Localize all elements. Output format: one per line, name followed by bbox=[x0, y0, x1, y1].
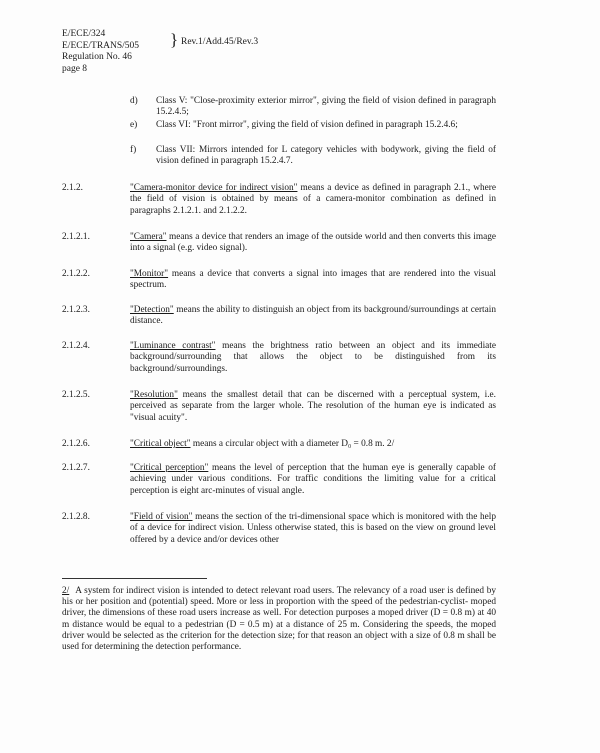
paragraph-number: 2.1.2.1. bbox=[62, 232, 90, 242]
doc-symbol-2: E/ECE/TRANS/505 bbox=[62, 40, 140, 51]
paragraph-number: 2.1.2.4. bbox=[62, 341, 90, 351]
regulation-number: Regulation No. 46 bbox=[62, 52, 132, 62]
paragraph-number: 2.1.2.6. bbox=[62, 439, 90, 449]
paragraph-number: 2.1.2.3. bbox=[62, 305, 90, 315]
defined-term: "Critical object" bbox=[130, 439, 191, 449]
definition-body bbox=[130, 390, 496, 424]
defined-term: "Resolution" bbox=[130, 390, 178, 400]
list-text: Class VII: Mirrors intended for L category vehicles with bodywork, giving the field of vision defined in paragraph 15.2.4.7. bbox=[156, 145, 496, 167]
paragraph-number: 2.1.2.8. bbox=[62, 512, 90, 522]
page-number: page 8 bbox=[62, 63, 88, 74]
definition-text: means the ability to distinguish an object from its background/surroundings at certain distance. bbox=[130, 305, 496, 327]
definition-text: means a device as defined in paragraph 2.1., where the field of vision is obtained by means of a camera-monitor combination as defined in paragraphs 2.1.2.1. and 2.1.2.2. bbox=[130, 183, 496, 216]
footnote-mark: 2/ bbox=[62, 586, 70, 596]
paragraph-number: 2.1.2.2. bbox=[62, 269, 90, 279]
definition-text: means the smallest detail that can be discerned with a perceptual system, i.e. perceived as separate from the larger whole. The resolution of the human eye is indicated as "visual acuity". bbox=[130, 390, 496, 423]
list-text: Class V: "Close-proximity exterior mirror", giving the field of vision defined in paragraph 15.2.4.5; bbox=[156, 96, 496, 118]
definition-text: means a circular object with a diameter D₀ = 0.8 m. 2/ bbox=[190, 439, 395, 449]
footnote bbox=[62, 586, 496, 653]
definition-body bbox=[130, 269, 496, 292]
defined-term: "Monitor" bbox=[130, 269, 169, 279]
definition-text: means the brightness ratio between an object and its immediate background/surrounding that allows the object to be distinguished from its background/surroundings. bbox=[130, 341, 496, 374]
definition-body bbox=[130, 439, 496, 450]
footnote-rule bbox=[62, 578, 207, 579]
paragraph-number: 2.1.2. bbox=[62, 183, 83, 193]
defined-term: "Field of vision" bbox=[130, 512, 193, 522]
footnote-text: A system for indirect vision is intended to detect relevant road users. The relevancy of a road user is defined by his or her position and (potential) speed. More or less in proportion with the speed of the pedestrian-cyclist- moped driver, the dimensions of these road users increase as well. For detection purposes a moped driver (D = 0.8 m) at 40 m distance would be equal to a pedestrian (D = 0.5 m) at a distance of 25 m. Considering the speeds, the moped driver would be selected as the criterion for the detection size; for that reason an object with a size of 0.8 m shall be used for determining the detection performance. bbox=[62, 586, 496, 653]
definition-body bbox=[130, 183, 496, 217]
list-letter: e) bbox=[130, 120, 138, 130]
defined-term: "Camera" bbox=[130, 232, 167, 242]
definition-text: means the level of perception that the human eye is generally capable of achieving under various conditions. For traffic conditions the limiting value for a critical perception is eight arc-minutes of visual angle. bbox=[130, 463, 497, 496]
paragraph-number: 2.1.2.7. bbox=[62, 463, 90, 473]
list-text: Class VI: "Front mirror", giving the field of vision defined in paragraph 15.2.4.6; bbox=[156, 120, 458, 130]
definition-body bbox=[130, 341, 496, 375]
doc-symbol-1: E/ECE/324 bbox=[62, 29, 106, 39]
brace-glyph: } bbox=[170, 30, 179, 49]
defined-term: "Luminance contrast" bbox=[130, 341, 216, 351]
list-letter: d) bbox=[130, 96, 138, 106]
defined-term: "Critical perception" bbox=[130, 463, 209, 473]
paragraph-number: 2.1.2.5. bbox=[62, 390, 90, 400]
revision-label: Rev.1/Add.45/Rev.3 bbox=[181, 37, 259, 47]
list-letter: f) bbox=[130, 145, 137, 155]
definition-body bbox=[130, 512, 496, 546]
document-header bbox=[62, 29, 139, 75]
definition-body bbox=[130, 305, 496, 328]
definition-text: means a device that converts a signal into images that are rendered into the visual spectrum. bbox=[130, 269, 496, 291]
defined-term: "Detection" bbox=[130, 305, 174, 315]
definition-body bbox=[130, 232, 496, 255]
definition-text: means the section of the tri-dimensional space which is monitored with the help of a device for indirect vision. Unless otherwise stated, this is based on the view on ground level offered by a device and/or devices other bbox=[130, 512, 496, 545]
definition-body bbox=[130, 463, 496, 497]
definition-text: means a device that renders an image of the outside world and then converts this image into a signal (e.g. video signal). bbox=[130, 232, 496, 254]
defined-term: "Camera-monitor device for indirect vision" bbox=[130, 183, 298, 193]
